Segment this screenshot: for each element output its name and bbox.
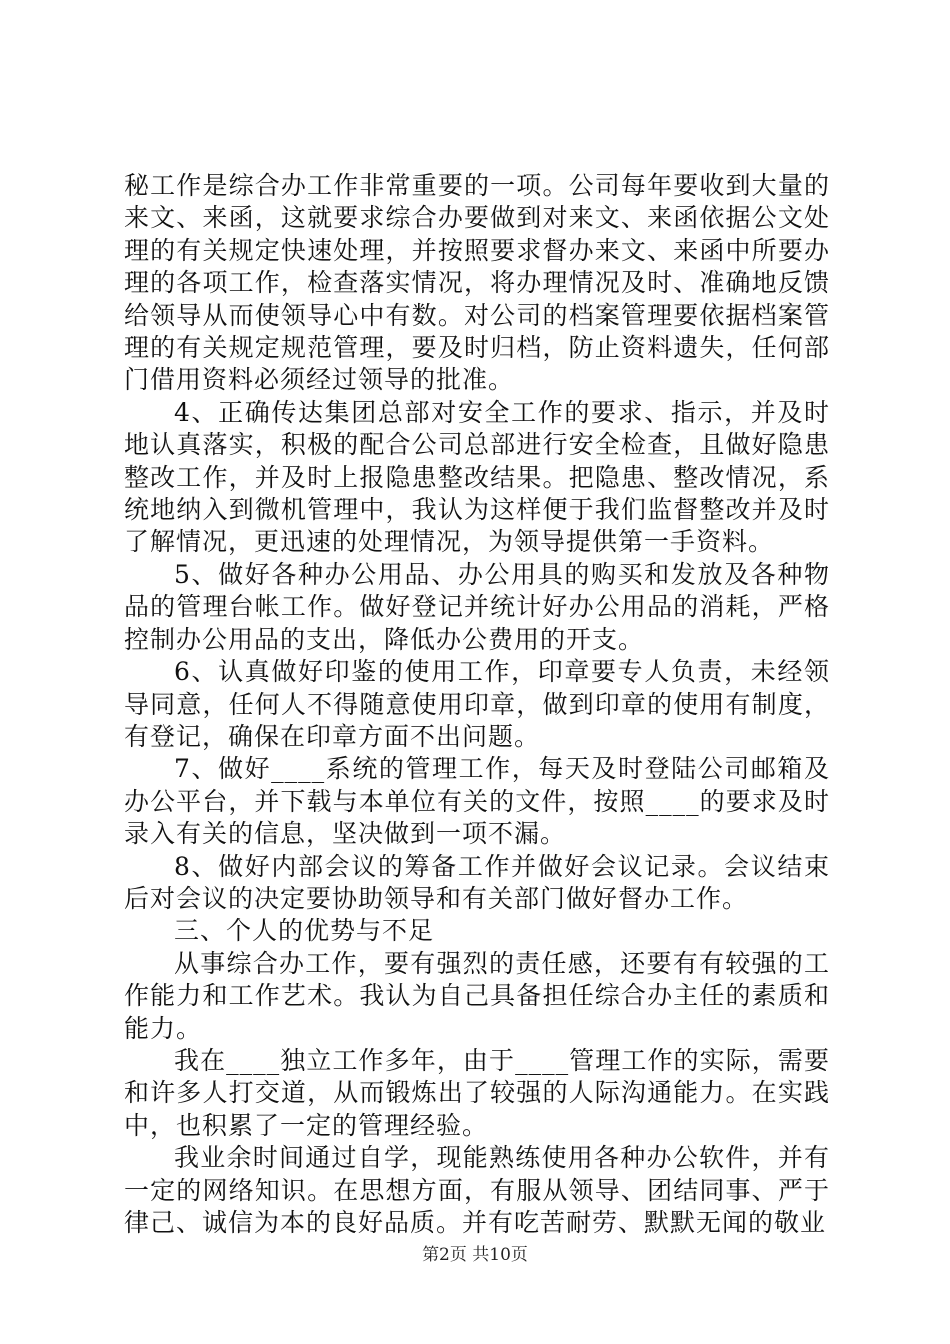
paragraph-6: 8、做好内部会议的筹备工作并做好会议记录。会议结束后对会议的决定要协助领导和有关部门做好督办工作。 (124, 851, 830, 913)
paragraph-2: 4、正确传达集团总部对安全工作的要求、指示，并及时地认真落实，积极的配合公司总部进行安全检查，且做好隐患整改工作，并及时上报隐患整改结果。把隐患、整改情况，系统地纳入到微机管理中，我认为这样便于我们监督整改并及时了解情况，更迅速的处理情况，为领导提供第一手资料。 (124, 397, 830, 557)
paragraph-4: 6、认真做好印鉴的使用工作，印章要专人负责，未经领导同意，任何人不得随意使用印章，做到印章的使用有制度，有登记，确保在印章方面不出问题。 (124, 657, 830, 751)
paragraph-5: 7、做好____系统的管理工作，每天及时登陆公司邮箱及办公平台，并下载与本单位有关的文件，按照____的要求及时录入有关的信息，坚决做到一项不漏。 (124, 754, 830, 849)
section-heading: 三、个人的优势与不足 (174, 916, 435, 946)
paragraph-7: 从事综合办工作，要有强烈的责任感，还要有有较强的工作能力和工作艺术。我认为自己具备担任综合办主任的素质和能力。 (124, 948, 830, 1043)
paragraph-9: 我业余时间通过自学，现能熟练使用各种办公软件，并有一定的网络知识。在思想方面，有服从领导、团结同事、严于律己、诚信为本的良好品质。并有吃苦耐劳、默默无闻的敬业 (124, 1143, 830, 1237)
document-body (124, 170, 830, 1239)
paragraph-3: 5、做好各种办公用品、办公用具的购买和发放及各种物品的管理台帐工作。做好登记并统计好办公用品的消耗，严格控制办公用品的支出，降低办公费用的开支。 (124, 559, 830, 654)
page-number-footer: 第2页 共10页 (422, 1245, 528, 1265)
paragraph-1: 秘工作是综合办工作非常重要的一项。公司每年要收到大量的来文、来函，这就要求综合办要做到对来文、来函依据公文处理的有关规定快速处理，并按照要求督办来文、来函中所要办理的各项工作，检查落实情况，将办理情况及时、准确地反馈给领导从而使领导心中有数。对公司的档案管理要依据档案管理的有关规定规范管理，要及时归档，防止资料遗失，任何部门借用资料必须经过领导的批准。 (124, 171, 830, 395)
paragraph-8: 我在____独立工作多年，由于____管理工作的实际，需要和许多人打交道，从而锻炼出了较强的人际沟通能力。在实践中，也积累了一定的管理经验。 (124, 1045, 830, 1140)
